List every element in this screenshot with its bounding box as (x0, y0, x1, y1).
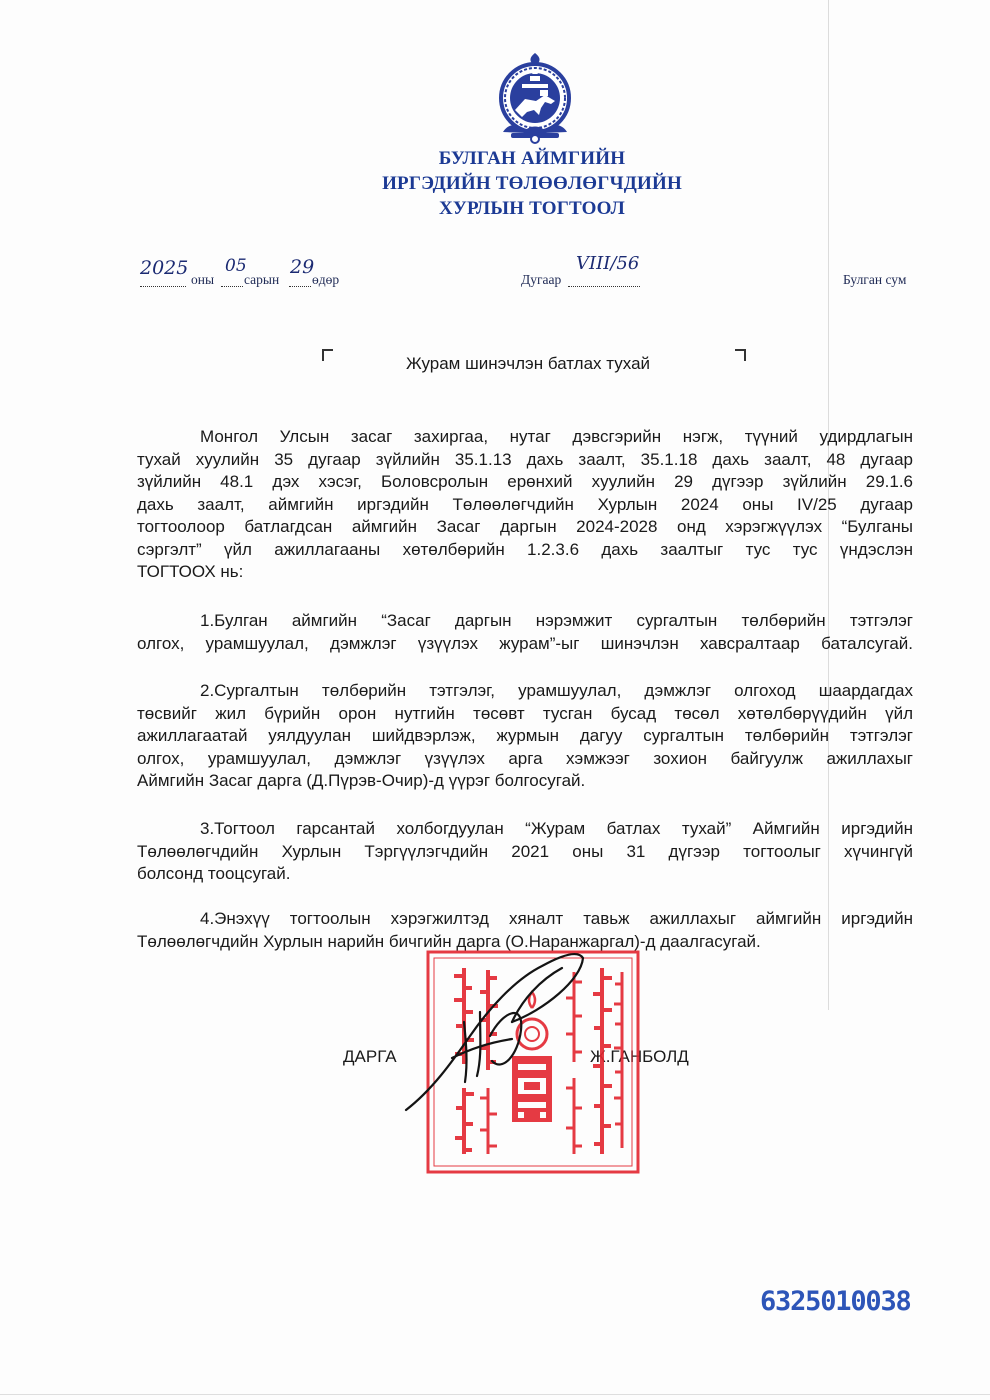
body-line: Төлөөлөгчдийн Хурлын нарийн бичгийн дарга (О.Наранжаргал)-д даалгасугай. (137, 931, 761, 951)
body-line: тогтоолоор батлагдсан аймгийн Засаг даргын 2024-2028 онд хэрэгжүүлэх “Булганы (137, 517, 913, 536)
body-line: болсонд тооцсугай. (137, 864, 291, 883)
header-line-1: БУЛГАН АЙМГИЙН (438, 148, 626, 169)
date-month-label: сарын (244, 272, 280, 287)
state-emblem-icon (493, 52, 577, 144)
body-line: олгох, урамшуулал, дэмжлэг үзүүлэх журам”-ыг шинэчлэн хавсралтаар баталсугай. (137, 633, 913, 653)
body-line: 4.Энэхүү тогтоолын хэрэгжилтэд хяналт тавьж ажиллахыг аймгийн иргэдийн (200, 909, 913, 928)
date-month-underline (221, 286, 243, 287)
body-line: 3.Тогтоол гарсантай холбогдуулан “Журам батлах тухай” Аймгийн иргэдийн (200, 819, 913, 838)
header-line-3: ХУРЛЫН ТОГТООЛ (438, 198, 626, 219)
body-line: төсвийг жил бүрийн орон нутгийн төсөвт тусган бусад төсөл хөтөлбөрүүдийн үйл (137, 703, 913, 723)
body-line: 1.Булган аймгийн “Засаг даргын нэрэмжит сургалтын төлбөрийн тэтгэлэг (200, 611, 913, 630)
signatory-name: Ж.ГАНБОЛД (590, 1047, 689, 1066)
date-year: 2025 (140, 257, 189, 279)
location: Булган сум (843, 272, 907, 287)
body-line: ажиллагаатай уялдуулан шийдвэрлэж, журмын дагуу сургалтын төлбөрийн тэтгэлэг (137, 726, 913, 745)
number-label: Дугаар (521, 272, 562, 287)
subject-bracket-right (735, 349, 746, 361)
body-line: олгох, урамшуулал, дэмжлэг үзүүлэх арга хэмжээг зохион байгуулж ажиллахыг (137, 748, 913, 768)
body-line: Төлөөлөгчдийн Хурлын Тэргүүлэгчдийн 2021 оны 31 дүгээр тогтоолыг хүчингүй (137, 841, 913, 861)
body-line: сэргэлт” үйл ажиллагааны хөтөлбөрийн 1.2.3.6 дахь заалтыг тус тус үндэслэн (137, 539, 913, 559)
document-number: VIII/56 (576, 253, 640, 274)
document-number-underline (568, 286, 640, 287)
signatory-title: ДАРГА (343, 1047, 397, 1066)
paragraph-item-2 (137, 681, 913, 794)
paragraph-preamble (137, 427, 913, 585)
date-year-label: оны (191, 272, 215, 287)
body-line: Монгол Улсын засаг захиргаа, нутаг дэвсгэрийн нэгж, түүний удирдлагын (200, 427, 913, 446)
paragraph-item-3 (137, 819, 913, 887)
header-line-2: ИРГЭДИЙН ТӨЛӨӨЛӨГЧДИЙН (382, 173, 682, 194)
body-line: Аймгийн Засаг дарга (Д.Пүрэв-Очир)-д үүрэг болгосугай. (137, 771, 586, 790)
registration-number: 6325010038 (760, 1286, 911, 1317)
handwritten-signature-icon (392, 940, 622, 1120)
date-year-underline (140, 286, 186, 287)
body-line: 2.Сургалтын төлбөрийн тэтгэлэг, урамшуулал, дэмжлэг олгоход шаардагдах (200, 681, 913, 700)
scan-edge (0, 1394, 990, 1395)
body-line: зүйлийн 48.1 дэх хэсэг, Боловсролын ерөнхий хуулийн 29 дүгээр зүйлийн 29.1.6 (137, 472, 913, 491)
subject-title: Журам шинэчлэн батлах тухай (405, 354, 651, 373)
paragraph-item-1 (137, 611, 913, 656)
date-day-underline (289, 286, 311, 287)
body-line: дахь заалт, аймгийн иргэдийн Төлөөлөгчдийн Хурлын 2024 оны IV/25 дугаар (137, 494, 913, 514)
body-line: тухай хуулийн 35 дугаар зүйлийн 35.1.13 дахь заалт, 35.1.18 дахь заалт, 48 дугаар (137, 449, 913, 469)
date-day-label: өдөр (312, 272, 340, 287)
body-line: ТОГТООХ нь: (137, 562, 244, 581)
date-month: 05 (225, 256, 247, 276)
date-day: 29 (290, 256, 315, 278)
